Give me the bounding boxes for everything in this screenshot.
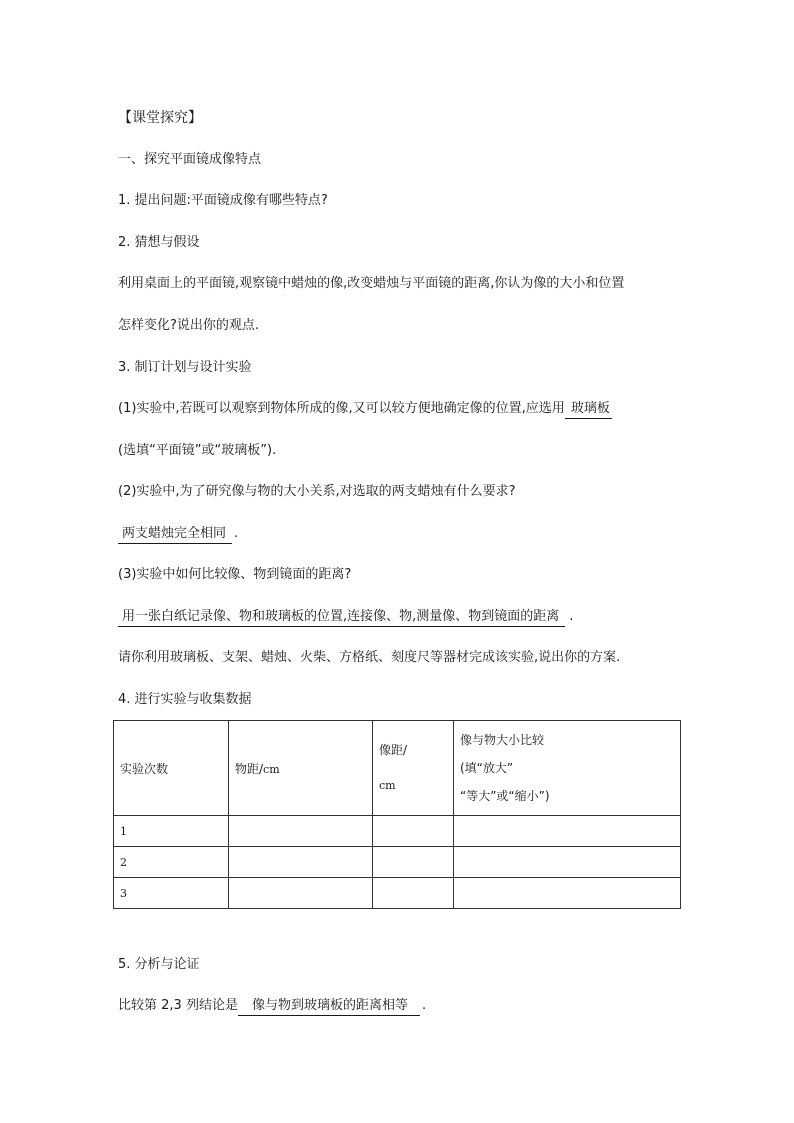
step-2-heading: 2. 猜想与假设 [118,235,200,250]
table-row [114,847,681,878]
header-trial-count: 实验次数 [114,721,229,816]
header-object-distance-label: 物距/ [235,761,264,776]
question-2-text: (2)实验中,为了研究像与物的大小关系,对选取的两支蜡烛有什么要求? [118,484,516,499]
object-distance-cell [229,847,373,878]
question-3-text: (3)实验中如何比较像、物到镜面的距离? [118,567,352,582]
section-heading: 一、探究平面镜成像特点 [118,152,262,167]
step-3-heading: 3. 制订计划与设计实验 [118,360,252,375]
conclusion-text: 比较第 2,3 列结论是 [118,998,238,1013]
trial-number: 2 [114,847,229,878]
image-distance-cell [373,878,454,909]
conclusion-end: . [421,998,427,1013]
question-2-answer-line [118,525,238,544]
question-1-text: (1)实验中,若既可以观察到物体所成的像,又可以较方便地确定像的位置,应选用 [118,401,565,416]
question-2-answer: 两支蜡烛完全相同 [118,526,232,544]
step-1-question: 1. 提出问题:平面镜成像有哪些特点? [118,193,328,208]
question-3-answer: 用一张白纸记录像、物和玻璃板的位置,连接像、物,测量像、物到镜面的距离 [118,609,565,627]
size-comparison-cell [454,878,681,909]
conclusion-answer: 像与物到玻璃板的距离相等 [238,998,420,1016]
image-distance-cell [373,816,454,847]
question-1-answer: 玻璃板 [565,401,612,419]
object-distance-cell [229,816,373,847]
header-image-distance-label: 像距/ [379,743,408,757]
table-row [114,878,681,909]
question-3-answer-line [118,608,573,627]
header-size-comparison-line1: 像与物大小比较 [460,733,545,747]
header-image-distance-unit: cm [379,779,396,792]
header-image-distance [373,721,454,816]
question-3-end: . [569,609,574,624]
header-size-comparison-line3: “等大”或“缩小”) [460,789,550,803]
header-size-comparison [454,721,681,816]
object-distance-cell [229,878,373,909]
question-1-hint: (选填“平面镜”或“玻璃板”). [118,443,277,458]
question-2-end: . [234,526,239,541]
step-2-text-line2: 怎样变化?说出你的观点. [118,318,260,333]
table-header-row [114,721,681,816]
step-5-heading: 5. 分析与论证 [118,957,200,972]
header-size-comparison-line2: (填“放大” [460,761,514,775]
size-comparison-cell [454,816,681,847]
conclusion [118,997,426,1016]
image-distance-cell [373,847,454,878]
plan-text: 请你利用玻璃板、支架、蜡烛、火柴、方格纸、刻度尺等器材完成该实验,说出你的方案. [118,650,621,665]
size-comparison-cell [454,847,681,878]
question-1 [118,400,612,419]
trial-number: 3 [114,878,229,909]
table-row [114,816,681,847]
trial-number: 1 [114,816,229,847]
header-object-distance [229,721,373,816]
header-object-distance-unit: cm [263,762,280,776]
data-table [113,720,681,909]
step-4-heading: 4. 进行实验与收集数据 [118,692,252,707]
section-title: 【课堂探究】 [118,110,202,126]
step-2-text-line1: 利用桌面上的平面镜,观察镜中蜡烛的像,改变蜡烛与平面镜的距离,你认为像的大小和位置 [118,276,625,291]
